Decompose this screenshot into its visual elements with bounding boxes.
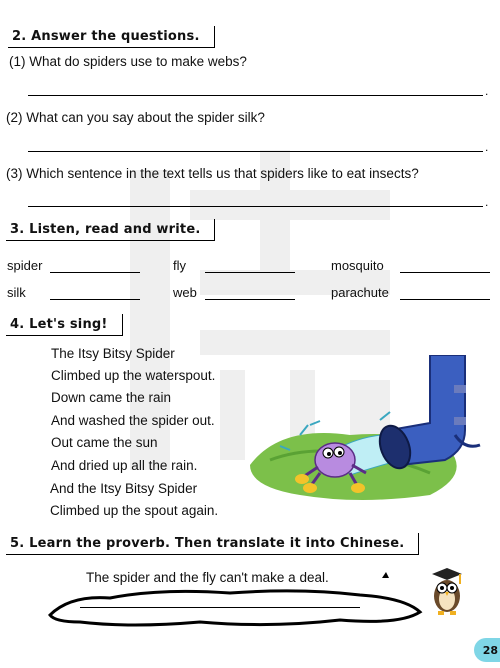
blank-silk[interactable] (50, 299, 140, 300)
section-2-title: 2. Answer the questions. (8, 26, 215, 48)
question-3: (3) Which sentence in the text tells us that spiders like to eat insects? (6, 166, 419, 181)
page-number: 28 (474, 638, 500, 662)
word-fly: fly (173, 258, 186, 273)
song-line-4: And washed the spider out. (51, 413, 215, 428)
word-mosquito: mosquito (331, 258, 384, 273)
song-line-7: And the Itsy Bitsy Spider (50, 481, 198, 496)
song-line-1: The Itsy Bitsy Spider (51, 346, 175, 361)
blank-web[interactable] (205, 299, 295, 300)
word-silk: silk (7, 285, 26, 300)
proverb-translation-line[interactable] (80, 607, 360, 608)
blank-parachute[interactable] (400, 299, 490, 300)
section-3-title: 3. Listen, read and write. (6, 219, 215, 241)
song-line-8: Climbed up the spout again. (50, 503, 219, 518)
question-2: (2) What can you say about the spider silk? (6, 110, 265, 125)
owl-mascot-icon (426, 566, 468, 618)
song-line-3: Down came the rain (51, 390, 172, 405)
song-line-2: Climbed up the waterspout. (51, 368, 216, 383)
word-parachute: parachute (331, 285, 389, 300)
spider-waterspout-illustration (240, 355, 495, 510)
question-1: (1) What do spiders use to make webs? (9, 54, 247, 69)
song-line-6: And dried up all the rain. (51, 458, 198, 473)
answer-period-3: . (485, 195, 489, 209)
answer-line-2[interactable] (28, 151, 483, 152)
answer-period-1: . (485, 84, 489, 98)
answer-line-1[interactable] (28, 95, 483, 96)
word-spider: spider (7, 258, 43, 273)
song-line-5: Out came the sun (51, 435, 158, 450)
blank-mosquito[interactable] (400, 272, 490, 273)
answer-period-2: . (485, 140, 489, 154)
section-4-title: 4. Let's sing! (6, 314, 123, 336)
section-5-title: 5. Learn the proverb. Then translate it into Chinese. (6, 533, 419, 555)
word-web: web (173, 285, 197, 300)
answer-line-3[interactable] (28, 206, 483, 207)
blank-spider[interactable] (50, 272, 140, 273)
proverb-text: The spider and the fly can't make a deal. (86, 570, 329, 585)
blank-fly[interactable] (205, 272, 295, 273)
